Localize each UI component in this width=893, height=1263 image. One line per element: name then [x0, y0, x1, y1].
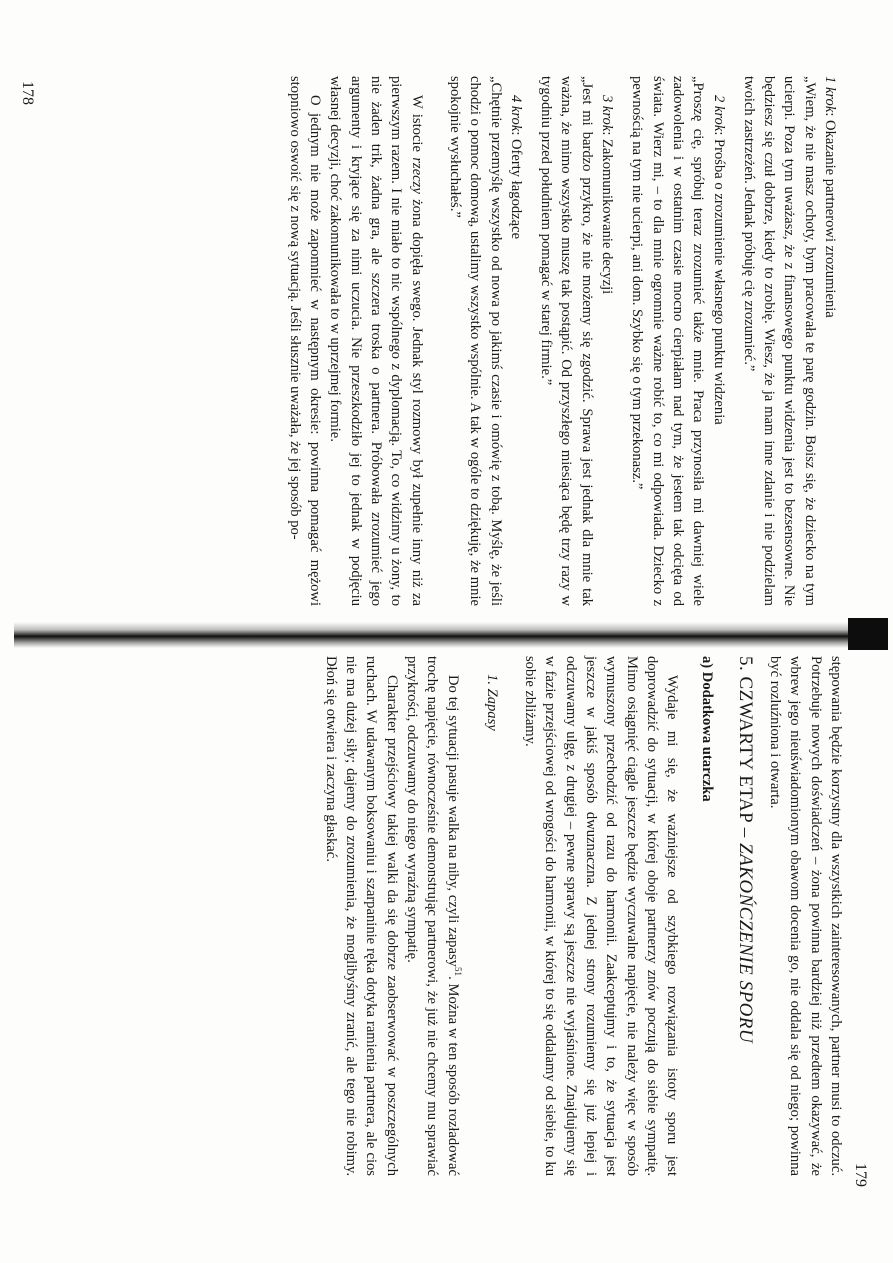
footnote-ref: 51 — [452, 966, 463, 976]
chapter-number: 5. CZWARTY ETAP – — [734, 656, 756, 844]
paragraph-1-em: rzeczy — [408, 157, 425, 194]
book-gutter-shadow — [14, 622, 882, 648]
step-3 — [597, 76, 617, 606]
step-2-label: 2 krok — [710, 94, 727, 132]
step-1-label: 1 krok — [822, 76, 838, 113]
step-1-text: „Wiem, że nie masz ochoty, bym pracowała te parę godzin. Boisz się, że dziecko na tym ucierpi. Poza tym uważasz, że z finansowego punktu widzenia jest to bezsensowne. Nie będziesz się czuł dobrze, kiedy to zrobię. Wiesz, że ja mam inne zdanie i nie podzielam twoich zastrzeżeń. Jednak próbuję cię zrozumieć.” — [740, 76, 818, 606]
step-4 — [506, 76, 526, 606]
section-heading: a) Dodatkowa utarczka — [698, 656, 715, 802]
paragraph-1 — [325, 76, 426, 606]
paragraph-1-a: W istocie — [408, 94, 425, 158]
step-4-label: 4 krok — [507, 94, 524, 132]
subsection-text-2: Charakter przejściowy takiej walki da się dobrze zaobserwować w poszczególnych ruchach. W udawanym boksowaniu i szarpaninie ręka dotyka ramienia partnera, ale cios nie ma dużej siły; dajemy do zrozumienia, że moglibyśmy zranić, ale tego nie robimy. Dłoń się otwiera i zaczyna głaskać. — [322, 656, 400, 1176]
chapter-title: ZAKOŃCZENIE SPORU — [734, 843, 756, 1044]
step-3-title: : Zakomunikowanie decyzji — [599, 131, 616, 295]
page-number-left: 178 — [19, 81, 36, 105]
step-2-title: : Prośba o zrozumienie własnego punktu widzenia — [710, 131, 727, 425]
continuation-text: stępowania będzie korzystny dla wszystkich zainteresowanych, partner musi to odczuć. Potrzebuje nowych doświadczeń – żona powinna bardziej niż przedtem okazywać, że wbrew jego nieuświadomionym obawom docenia go, nie oddala się od niego; powinna być rozluźniona i otwarta. — [767, 656, 844, 1176]
subsection-heading: 1. Zapasy — [483, 674, 500, 731]
step-2-text: „Proszę cię, spróbuj teraz zrozumieć także mnie. Praca przynosiła mi dawniej wiele zadowolenia i w ostatnim czasie mocno cierpiałam nad tym, że jestem tak odcięta od świata. Wierz mi, – to dla mnie ogromnie ważne robić to, co mi odpowiada. Dziecko z pewnością na tym nie ucierpi, ani dom. Szybko się o tym przekonasz.” — [629, 76, 707, 606]
step-2 — [708, 76, 728, 606]
step-4-title: : Oferty łagodzące — [507, 131, 524, 240]
step-1-title: : Okazanie partnerowi zrozumienia — [822, 112, 838, 318]
paragraph-1-b: żona dopięła swego. Jednak styl rozmowy był zupełnie inny niż za pierwszym razem. I nie miało to nic wspólnego z dyplomacją. To, co widzimy u żony, to nie żaden trik, żadna gra, ale szczera troska o partnera. Próbowała zrozumieć jego argumenty i kryjące się za nimi uczucia. Nie przeszkodziło jej to jednak w podjęciu własnej decyzji, choć zakomunikowała to w uprzejmej formie. — [327, 76, 425, 606]
book-spine-edge — [848, 618, 888, 650]
section-text: Wydaje mi się, że ważniejsze od szybkiego rozwiązania istoty sporu jest doprowadzić do sytuacji, w której oboje partnerzy znów poczują do siebie sympatię. Mimo osiągnięć ciągle jeszcze będzie wyczuwalne napięcie, nie należy więc w sposób wymuszony przechodzić od razu do harmonii. Zaakceptujmy i to, że sytuacja jest jeszcze w jakiś sposób dwuznaczna. Z jednej strony rozumiemy się już lepiej i odczuwamy ulgę, z drugiej – pewne sprawy są jeszcze nie wyjaśnione. Znajdujemy się w fazie przejściowej od wrogości do harmonii, w której to się oddalamy od siebie, to ku sobie zbliżamy. — [522, 656, 681, 1176]
step-3-label: 3 krok — [599, 94, 616, 132]
step-1 — [820, 76, 840, 606]
page-left — [285, 76, 840, 606]
subsection-text-1b: . Można w ten sposób rozładować trochę napięcie, równocześnie demonstrując partnerowi, że już nie chcemy mu sprawiać przykrości, odczuwamy do niego wyraźną sympatię. — [404, 656, 461, 1176]
page-right — [321, 656, 846, 1176]
chapter-heading — [735, 656, 755, 1176]
page-number-right: 179 — [852, 1163, 869, 1187]
step-4-text: „Chętnie przemyślę wszystko od nowa po jakimś czasie i omówię z tobą. Myślę, że jeśli chodzi o pomoc domową, ustalimy wszystko wspólnie. A tak w ogóle to dziękuję, że mnie spokojnie wysłuchałeś.” — [446, 76, 504, 606]
step-3-text: „Jest mi bardzo przykro, że nie możemy się zgodzić. Sprawa jest jednak dla mnie tak ważna, że mimo wszystko muszę tak postąpić. Od przyszłego miesiąca będę trzy razy w tygodniu przed południem pomagać w starej firmie.” — [538, 76, 595, 606]
subsection-text-1a: Do tej sytuacji pasuje walka na niby, czyli zapasy — [444, 674, 461, 967]
subsection-text-1 — [402, 656, 468, 1176]
paragraph-2: O jednym nie może zapomnieć w następnym okresie: powinna pomagać mężowi stopniowo oswoić się z nową sytuacją. Jeśli słusznie uważała, że jej sposób po- — [286, 76, 324, 606]
